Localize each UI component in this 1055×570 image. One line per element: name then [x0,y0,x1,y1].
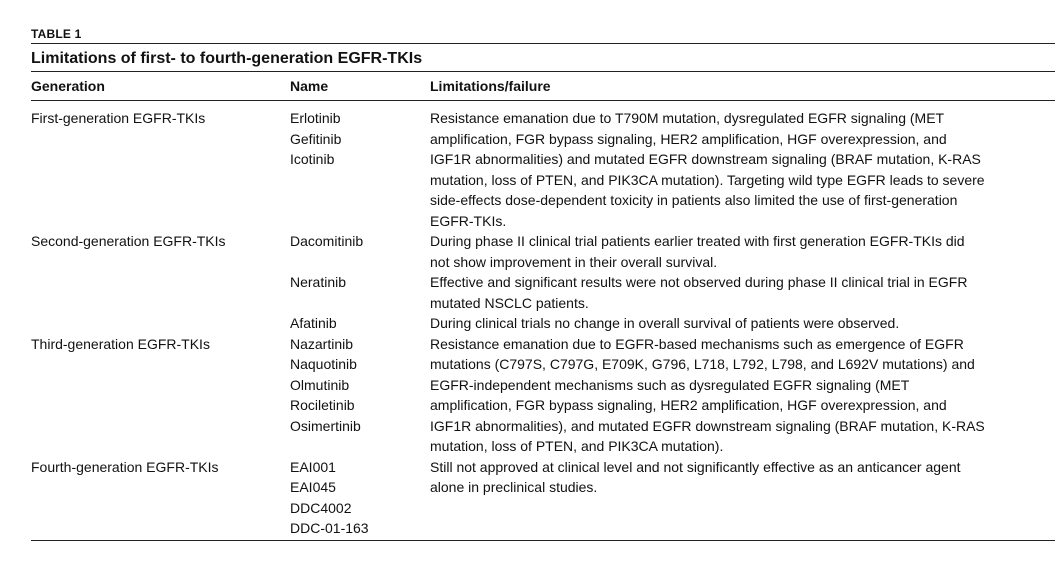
name-cell [290,231,430,272]
drug-name: DDC-01-163 [290,520,369,536]
header-generation: Generation [31,78,105,94]
drug-name: Nazartinib [290,335,354,352]
drug-name: DDC4002 [290,499,352,516]
limitation-text-line: Resistance emanation due to EGFR-based mechanisms such as emergence of EGFR [430,335,964,352]
name-cell [290,272,430,313]
drug-name: Erlotinib [290,110,341,126]
table-row [31,334,1055,457]
limitation-text-line: amplification, FGR bypass signaling, HER2 amplification, HGF overexpression, and [430,397,947,413]
limitation-text-line: Still not approved at clinical level and not significantly effective as an anticancer agent [430,458,961,475]
drug-name: Gefitinib [290,130,342,147]
table-row [31,457,1055,541]
generation-cell: Second-generation EGFR-TKIs [31,233,226,249]
limitations-table [31,72,1055,541]
limitation-text-line: EGFR-TKIs. [430,212,507,229]
generation-cell: First-generation EGFR-TKIs [31,110,206,126]
table-row [31,272,1055,313]
drug-name: Naquotinib [290,356,357,372]
limitation-text-line: not show improvement in their overall survival. [430,253,718,270]
limitations-cell [430,334,1055,457]
drug-name: Dacomitinib [290,233,364,249]
drug-name: Osimertinib [290,417,361,434]
drug-name: Afatinib [290,315,337,331]
drug-name: Neratinib [290,274,347,290]
table-label: TABLE 1 [31,27,82,41]
generation-cell: Fourth-generation EGFR-TKIs [31,458,219,475]
limitation-text-line: IGF1R abnormalities), and mutated EGFR downstream signaling (BRAF mutation, K-RAS [430,417,985,434]
header-limitations: Limitations/failure [430,78,551,94]
drug-name: Olmutinib [290,376,350,393]
table-caption: Limitations of first- to fourth-generation EGFR-TKIs [31,50,423,67]
header-row [31,72,1055,101]
name-cell [290,334,430,457]
limitations-cell [430,457,1055,541]
limitation-text-line: amplification, FGR bypass signaling, HER2 amplification, HGF overexpression, and [430,130,947,147]
table-row [31,101,1055,232]
name-cell [290,101,430,232]
name-cell [290,313,430,334]
limitation-text-line: IGF1R abnormalities) and mutated EGFR downstream signaling (BRAF mutation, K-RAS [430,151,981,167]
drug-name: EAI045 [290,479,336,495]
limitation-text-line: mutation, loss of PTEN, and PIK3CA mutation). Targeting wild type EGFR leads to severe [430,171,985,188]
limitations-cell [430,231,1055,272]
limitation-text-line: Effective and significant results were not observed during phase II clinical trial in EGFR [430,274,968,290]
limitation-text-line: mutated NSCLC patients. [430,294,589,311]
limitation-text-line: alone in preclinical studies. [430,479,598,495]
header-name: Name [290,78,329,94]
limitation-text-line: EGFR-independent mechanisms such as dysregulated EGFR signaling (MET [430,376,910,393]
limitation-text-line: During clinical trials no change in overall survival of patients were observed. [430,315,900,331]
limitation-text-line: During phase II clinical trial patients earlier treated with first generation EGFR-TKIs did [430,233,965,249]
limitation-text-line: mutation, loss of PTEN, and PIK3CA mutation). [430,438,724,454]
table-body [31,101,1055,541]
generation-cell [31,272,290,313]
table-container [31,26,1055,541]
limitations-cell [430,272,1055,313]
generation-cell [31,313,290,334]
limitation-text-line: side-effects dose-dependent toxicity in patients also limited the use of first-generation [430,192,958,208]
drug-name: EAI001 [290,458,336,475]
drug-name: Icotinib [290,151,335,167]
limitations-cell [430,101,1055,232]
drug-name: Rociletinib [290,397,355,413]
table-row [31,231,1055,272]
generation-cell: Third-generation EGFR-TKIs [31,335,210,352]
limitation-text-line: Resistance emanation due to T790M mutation, dysregulated EGFR signaling (MET [430,110,945,126]
limitation-text-line: mutations (C797S, C797G, E709K, G796, L718, L792, L798, and L692V mutations) and [430,356,975,372]
name-cell [290,457,430,541]
table-row [31,313,1055,334]
limitations-cell [430,313,1055,334]
